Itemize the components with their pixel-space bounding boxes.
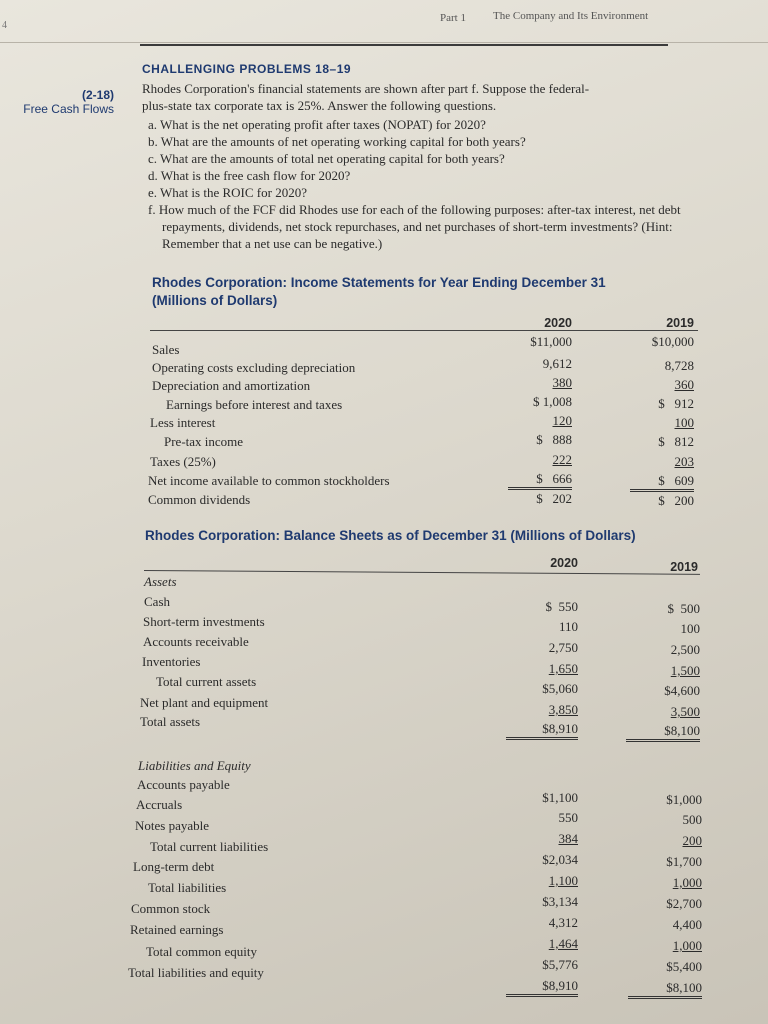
bs-label-cs: Common stock: [131, 901, 211, 916]
bs-2019-tce: $5,400: [666, 959, 702, 974]
bs-col-2019: 2019: [670, 560, 698, 574]
bs-2020-notes: 384: [558, 831, 578, 846]
income-col-2020: 2020: [544, 316, 572, 330]
bs-label-tca: Total current assets: [156, 674, 257, 689]
bs-2020-sti: 110: [558, 619, 578, 634]
question-c: c. What are the amounts of total net operating capital for both years?: [148, 151, 505, 166]
is-label-netincome: Net income available to common stockholders: [148, 473, 390, 488]
bs-2020-ap: $1,100: [542, 790, 578, 805]
is-label-depr: Depreciation and amortization: [152, 378, 311, 393]
question-e: e. What is the ROIC for 2020?: [148, 185, 307, 200]
bs-label-accruals: Accruals: [136, 797, 183, 812]
bs-label-cash: Cash: [144, 594, 170, 609]
problem-heading: CHALLENGING PROBLEMS 18–19: [142, 62, 352, 76]
bs-2019-tca: $4,600: [664, 683, 700, 698]
is-label-sales: Sales: [152, 342, 180, 357]
bs-2019-ap: $1,000: [666, 792, 702, 807]
income-title-line-2: (Millions of Dollars): [152, 293, 278, 308]
question-d: d. What is the free cash flow for 2020?: [148, 168, 351, 183]
bs-2019-plant: 3,500: [670, 704, 700, 719]
bs-label-sti: Short-term investments: [143, 614, 265, 629]
bs-2019-inventories: 1,500: [670, 663, 700, 678]
income-header-rule: [150, 330, 698, 331]
problem-name: Free Cash Flows: [23, 102, 114, 116]
is-2019-dividends: $ 200: [658, 493, 694, 508]
problem-side-label: [10, 88, 114, 116]
bs-label-notes: Notes payable: [135, 818, 210, 833]
is-2020-ebit: $ 1,008: [533, 394, 572, 409]
bs-2020-tle: $8,910: [506, 978, 578, 997]
bs-2020-cash: $ 550: [545, 599, 578, 614]
problem-number: (2-18): [81, 88, 114, 102]
income-statement-title: [152, 274, 672, 310]
bs-label-total-assets: Total assets: [140, 714, 201, 729]
is-2020-interest: 120: [552, 413, 572, 428]
question-f: f. How much of the FCF did Rhodes use for each of the following purposes: after-tax interest, net debt repayments, dividends, net stock repurchases, and net purchases of short-term investments? (Hint: Remember that a net use can be negative.): [148, 202, 681, 251]
is-2020-depr: 380: [552, 375, 572, 390]
bs-2020-inventories: 1,650: [548, 661, 578, 676]
section-divider: [140, 44, 668, 46]
bs-header-rule: [144, 570, 700, 575]
bs-label-ap: Accounts payable: [137, 777, 230, 792]
is-2020-netincome: $ 666: [508, 471, 572, 490]
is-2020-taxes: 222: [552, 452, 572, 467]
header-title: The Company and Its Environment: [493, 10, 649, 22]
is-2020-pretax: $ 888: [536, 432, 572, 447]
question-b: b. What are the amounts of net operating working capital for both years?: [148, 134, 526, 149]
intro-line-1: Rhodes Corporation's financial statements are shown after part f. Suppose the federal-: [142, 81, 590, 96]
is-2019-sales: $10,000: [651, 334, 694, 349]
bs-col-2020: 2020: [550, 556, 578, 570]
is-2020-opcost: 9,612: [542, 356, 572, 371]
question-list: [142, 116, 712, 252]
is-2019-netincome: $ 609: [630, 473, 694, 492]
bs-2020-accruals: 550: [558, 810, 578, 825]
bs-2020-tl: $3,134: [542, 894, 578, 909]
bs-2019-ltd: 1,000: [672, 875, 702, 890]
income-title-line-1: Rhodes Corporation: Income Statements for Year Ending December 31: [152, 275, 606, 290]
problem-intro: [142, 80, 702, 114]
is-label-dividends: Common dividends: [148, 492, 251, 507]
page-number: 4: [2, 20, 7, 31]
header-divider: [0, 42, 768, 43]
running-header: [0, 6, 768, 26]
bs-2020-tce: $5,776: [542, 957, 578, 972]
is-2019-pretax: $ 812: [658, 434, 694, 449]
bs-label-tcl: Total current liabilities: [150, 839, 269, 854]
assets-heading: Assets: [144, 574, 177, 589]
balance-sheet-title: Rhodes Corporation: Balance Sheets as of December 31 (Millions of Dollars): [145, 528, 636, 543]
bs-2019-total-assets: $8,100: [626, 723, 700, 742]
bs-2019-cash: $ 500: [667, 601, 700, 616]
bs-2019-sti: 100: [680, 621, 700, 636]
bs-2019-tle: $8,100: [628, 980, 702, 999]
bs-label-ar: Accounts receivable: [143, 634, 249, 649]
bs-label-tl: Total liabilities: [148, 880, 227, 895]
is-2019-opcost: 8,728: [664, 358, 694, 373]
income-col-2019: 2019: [666, 316, 694, 330]
is-2019-taxes: 203: [674, 454, 694, 469]
bs-2019-tcl: $1,700: [666, 854, 702, 869]
bs-2020-plant: 3,850: [548, 702, 578, 717]
bs-2019-tl: $2,700: [666, 896, 702, 911]
bs-2019-accruals: 500: [682, 812, 702, 827]
bs-label-tle: Total liabilities and equity: [128, 965, 264, 980]
bs-label-tce: Total common equity: [146, 944, 258, 959]
bs-2019-ar: 2,500: [670, 642, 700, 657]
bs-2020-ar: 2,750: [548, 640, 578, 655]
bs-2020-tcl: $2,034: [542, 852, 578, 867]
is-label-pretax: Pre-tax income: [164, 434, 244, 449]
is-2019-interest: 100: [674, 415, 694, 430]
is-2019-ebit: $ 912: [658, 396, 694, 411]
header-part: Part 1: [440, 12, 466, 24]
is-2020-dividends: $ 202: [536, 491, 572, 506]
bs-2019-re: 1,000: [672, 938, 702, 953]
bs-2019-cs: 4,400: [672, 917, 702, 932]
bs-label-ltd: Long-term debt: [133, 859, 215, 874]
bs-label-inventories: Inventories: [142, 654, 201, 669]
is-2020-sales: $11,000: [530, 334, 572, 349]
bs-2019-notes: 200: [682, 833, 702, 848]
bs-label-re: Retained earnings: [130, 922, 224, 937]
is-label-taxes: Taxes (25%): [150, 454, 216, 469]
liabilities-heading: Liabilities and Equity: [138, 758, 251, 773]
bs-2020-tca: $5,060: [542, 681, 578, 696]
question-a: a. What is the net operating profit after taxes (NOPAT) for 2020?: [148, 117, 486, 132]
bs-2020-ltd: 1,100: [548, 873, 578, 888]
bs-2020-total-assets: $8,910: [506, 721, 578, 740]
is-2019-depr: 360: [674, 377, 694, 392]
intro-line-2: plus-state tax corporate tax is 25%. Answer the following questions.: [142, 98, 497, 113]
is-label-interest: Less interest: [150, 415, 216, 430]
bs-2020-cs: 4,312: [548, 915, 578, 930]
is-label-ebit: Earnings before interest and taxes: [166, 397, 343, 412]
bs-label-plant: Net plant and equipment: [140, 695, 269, 710]
is-label-opcost: Operating costs excluding depreciation: [152, 360, 356, 375]
bs-2020-re: 1,464: [548, 936, 578, 951]
